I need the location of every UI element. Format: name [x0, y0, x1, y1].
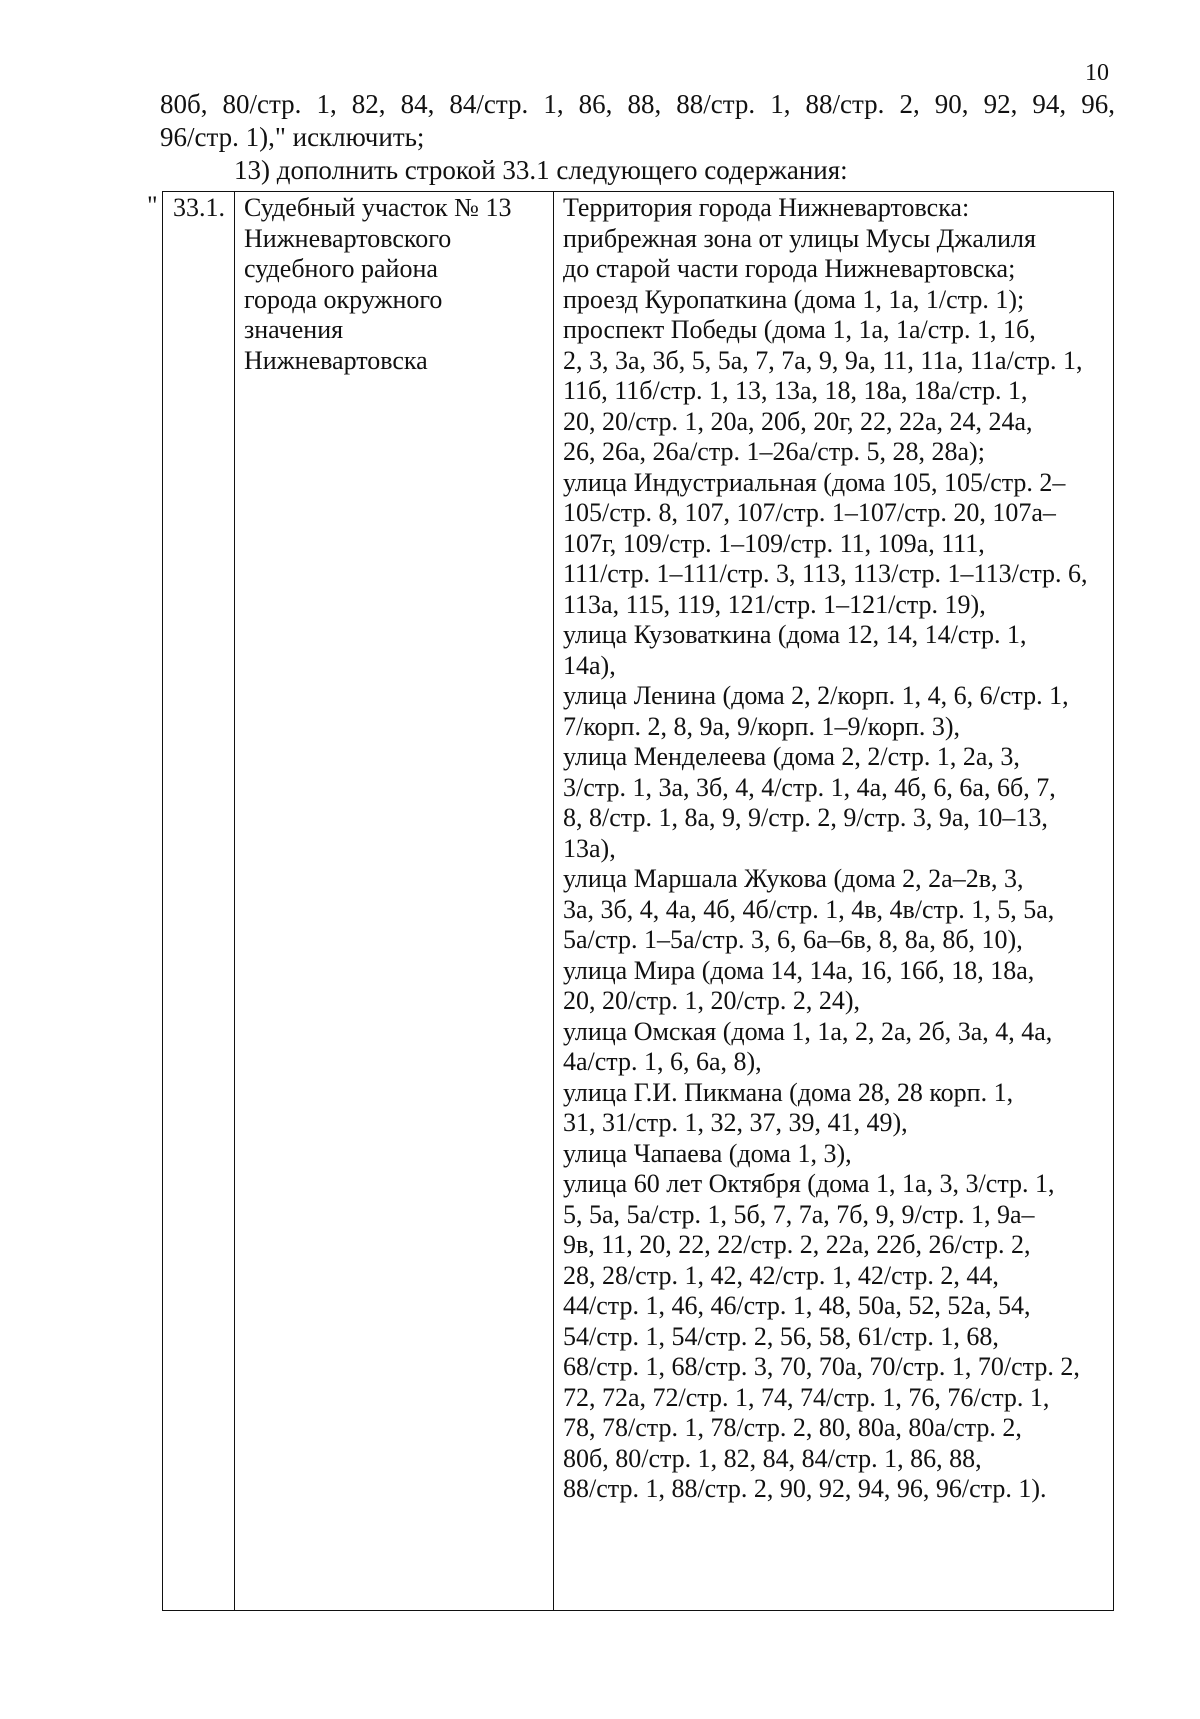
amendment-text — [160, 88, 1115, 187]
territory-line: 11б, 11б/стр. 1, 13, 13а, 18, 18а, 18а/стр. 1, — [563, 376, 1028, 405]
amendment-text-line: 80б, 80/стр. 1, 82, 84, 84/стр. 1, 86, 88, 88/стр. 1, 88/стр. 2, 90, 92, 94, 96, — [160, 89, 1115, 119]
territory-line: 80б, 80/стр. 1, 82, 84, 84/стр. 1, 86, 88, — [563, 1443, 982, 1473]
territory-line: 105/стр. 8, 107, 107/стр. 1–107/стр. 20, 107а– — [563, 498, 1056, 527]
territory-line: 78, 78/стр. 1, 78/стр. 2, 80, 80а, 80а/стр. 2, — [563, 1413, 1022, 1442]
territory-line: 72, 72а, 72/стр. 1, 74, 74/стр. 1, 76, 76/стр. 1, — [563, 1382, 1050, 1412]
court-name-line: Судебный участок № 13 — [244, 193, 512, 222]
page-number: 10 — [1085, 60, 1109, 86]
territory-line: 2, 3, 3а, 3б, 5, 5а, 7, 7а, 9, 9а, 11, 11а, 11а/стр. 1, — [563, 345, 1083, 375]
territory-line: прибрежная зона от улицы Мусы Джалиля — [563, 223, 1036, 253]
court-name-line: Нижневартовска — [244, 345, 428, 375]
territory-line: 26, 26а, 26а/стр. 1–26а/стр. 5, 28, 28а); — [563, 437, 985, 466]
territory-cell — [554, 192, 1113, 1610]
territory-line: 44/стр. 1, 46, 46/стр. 1, 48, 50а, 52, 52а, 54, — [563, 1291, 1031, 1320]
court-district-table — [162, 191, 1114, 1611]
territory-line: улица Маршала Жукова (дома 2, 2а–2в, 3, — [563, 864, 1024, 893]
territory-line: улица Чапаева (дома 1, 3), — [563, 1138, 852, 1168]
court-name-line: судебного района — [244, 254, 438, 283]
territory-line: 3/стр. 1, 3а, 3б, 4, 4/стр. 1, 4а, 4б, 6, 6а, 6б, 7, — [563, 772, 1056, 802]
territory-line: 113а, 115, 119, 121/стр. 1–121/стр. 19), — [563, 589, 986, 619]
territory-line: 7/корп. 2, 8, 9а, 9/корп. 1–9/корп. 3), — [563, 711, 961, 741]
territory-line: проезд Куропаткина (дома 1, 1а, 1/стр. 1); — [563, 284, 1025, 314]
territory-line: до старой части города Нижневартовска; — [563, 254, 1016, 283]
territory-line: 107г, 109/стр. 1–109/стр. 11, 109а, 111, — [563, 528, 985, 558]
court-name-line: значения — [244, 315, 344, 344]
territory-line: 14а), — [563, 650, 616, 680]
territory-line: 28, 28/стр. 1, 42, 42/стр. 1, 42/стр. 2, 44, — [563, 1260, 999, 1290]
territory-line: 31, 31/стр. 1, 32, 37, 39, 41, 49), — [563, 1108, 908, 1137]
court-name-cell — [235, 192, 554, 1610]
territory-line: 4а/стр. 1, 6, 6а, 8), — [563, 1047, 762, 1076]
territory-line: 68/стр. 1, 68/стр. 3, 70, 70а, 70/стр. 1, 70/стр. 2, — [563, 1352, 1080, 1381]
opening-quote-mark: " — [147, 191, 158, 220]
court-name-line: Нижневартовского — [244, 223, 452, 253]
territory-line: 88/стр. 1, 88/стр. 2, 90, 92, 94, 96, 96/стр. 1). — [563, 1474, 1047, 1503]
territory-line: 5, 5а, 5а/стр. 1, 5б, 7, 7а, 7б, 9, 9/стр. 1, 9а– — [563, 1199, 1035, 1229]
territory-line: 111/стр. 1–111/стр. 3, 113, 113/стр. 1–113/стр. 6, — [563, 559, 1088, 588]
territory-line: улица Омская (дома 1, 1а, 2, 2а, 2б, 3а, 4, 4а, — [563, 1016, 1053, 1046]
row-number: 33.1. — [173, 193, 225, 222]
territory-line: 54/стр. 1, 54/стр. 2, 56, 58, 61/стр. 1, 68, — [563, 1321, 999, 1351]
row-number-cell — [163, 192, 235, 1610]
territory-line: улица Ленина (дома 2, 2/корп. 1, 4, 6, 6/стр. 1, — [563, 681, 1069, 710]
amendment-instruction: 13) дополнить строкой 33.1 следующего содержания: — [234, 155, 848, 185]
territory-line: улица 60 лет Октября (дома 1, 1а, 3, 3/стр. 1, — [563, 1169, 1055, 1198]
territory-line: 3а, 3б, 4, 4а, 4б, 4б/стр. 1, 4в, 4в/стр. 1, 5, 5а, — [563, 894, 1055, 924]
territory-line: улица Кузоваткина (дома 12, 14, 14/стр. 1, — [563, 620, 1027, 649]
territory-line: 20, 20/стр. 1, 20а, 20б, 20г, 22, 22а, 24, 24а, — [563, 406, 1033, 436]
territory-line: улица Г.И. Пикмана (дома 28, 28 корп. 1, — [563, 1077, 1014, 1107]
territory-line: 9в, 11, 20, 22, 22/стр. 2, 22а, 22б, 26/стр. 2, — [563, 1230, 1031, 1259]
court-name-line: города окружного — [244, 284, 443, 314]
territory-line: улица Менделеева (дома 2, 2/стр. 1, 2а, 3, — [563, 742, 1020, 771]
territory-line: улица Мира (дома 14, 14а, 16, 16б, 18, 18а, — [563, 955, 1035, 985]
territory-line: проспект Победы (дома 1, 1а, 1а/стр. 1, 1б, — [563, 315, 1036, 344]
territory-line: улица Индустриальная (дома 105, 105/стр. 2– — [563, 467, 1066, 497]
territory-line: 20, 20/стр. 1, 20/стр. 2, 24), — [563, 986, 861, 1015]
territory-line: 8, 8/стр. 1, 8а, 9, 9/стр. 2, 9/стр. 3, 9а, 10–13, — [563, 803, 1048, 832]
territory-line: 13а), — [563, 833, 616, 863]
territory-line: 5а/стр. 1–5а/стр. 3, 6, 6а–6в, 8, 8а, 8б, 10), — [563, 925, 1023, 954]
amendment-text-line: 96/стр. 1)," исключить; — [160, 122, 425, 152]
territory-line: Территория города Нижневартовска: — [563, 193, 970, 222]
